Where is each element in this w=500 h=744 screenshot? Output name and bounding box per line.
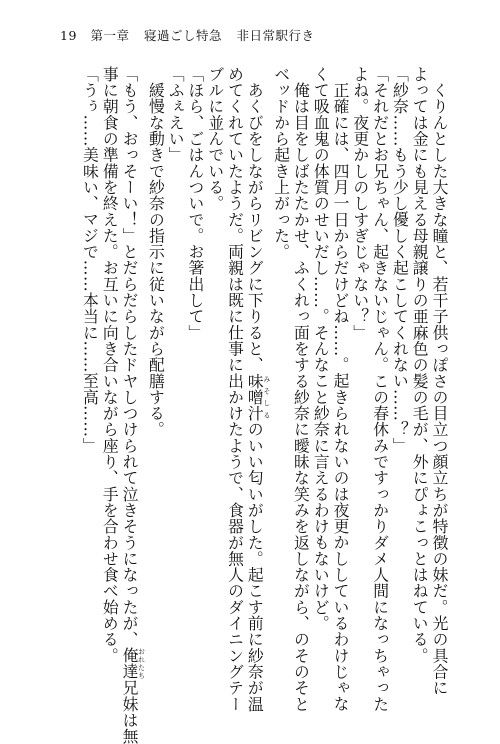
text-line: 「それだとお兄ちゃん、起きないじゃん。この春休みですっかりダメ人間になっちゃった [370, 66, 390, 712]
text-line: 「ほら、ごはんついで。お箸出して」 [185, 66, 205, 341]
text-line: 「うぅ……美味い、マジで……本当に……至高……」 [80, 66, 100, 454]
text-line: くて吸血鬼の体質のせいだし……。そんなこと紗奈に言えるわけもないけど。 [311, 66, 331, 632]
text-segment: あくびをしながらリビングに下りると、 [245, 66, 265, 373]
text-segment: 兄妹は無 [120, 679, 140, 744]
text-line: よね。夜更かしのしすぎじゃない？」 [350, 66, 370, 341]
ruby-word [120, 647, 146, 680]
text-line: めてくれていたようだ。両親は既に仕事に出かけたようで、食器が無人のダイニングテー [225, 66, 245, 712]
text-line: ブルに並んでいる。 [205, 66, 225, 212]
chapter-subtitle: 非日常駅行き [236, 28, 315, 43]
novel-body-text [54, 66, 449, 744]
ruby-word [245, 372, 271, 422]
text-line: よっては金にも見える母親譲りの亜麻色の髪の毛が、外にぴょこっとはねている。 [410, 66, 430, 664]
chapter-title: 寝過ごし特急 [143, 28, 222, 43]
text-line: 俺は目をしばたたかせ、ふくれっ面をする紗奈に曖昧な笑みを返しながら、のそのそと [291, 66, 311, 712]
text-line [119, 66, 146, 744]
ruby-reading: おれたち [137, 647, 146, 680]
text-line: 「ふぇえい」 [166, 66, 186, 163]
ruby-base: 俺達 [120, 647, 140, 680]
text-segment: 「もう、おっそーい！」とだらだらしたドヤしつけられて泣きそうになったが、 [120, 66, 140, 648]
ruby-reading: みそしる [262, 372, 271, 422]
text-line: 緩慢な動きで紗奈の指示に従いながら配膳する。 [146, 66, 166, 438]
chapter-label: 第一章 [90, 28, 130, 43]
text-line: 正確には、四月一日からだけどね……。起きられないのは夜更かししているわけじゃな [331, 66, 351, 712]
text-line: ベッドから起き上がった。 [271, 66, 291, 260]
running-header [60, 26, 315, 42]
ruby-base: 味噌汁 [245, 372, 265, 422]
text-segment: のいい匂いがした。起こす前に紗奈が温 [245, 421, 265, 713]
text-line: 事に朝食の準備を終えた。お互いに向き合いながら座り、手を合わせ食べ始める。 [100, 66, 120, 664]
text-line: くりんとした大きな瞳と、若干子供っぽさの目立つ顔立ちが特徴の妹だ。光の具合に [430, 66, 449, 696]
text-line [245, 66, 271, 713]
text-line: 「紗奈……もう少し優しく起こしてくれない……？」 [390, 66, 410, 454]
page-number: 19 [60, 28, 77, 43]
